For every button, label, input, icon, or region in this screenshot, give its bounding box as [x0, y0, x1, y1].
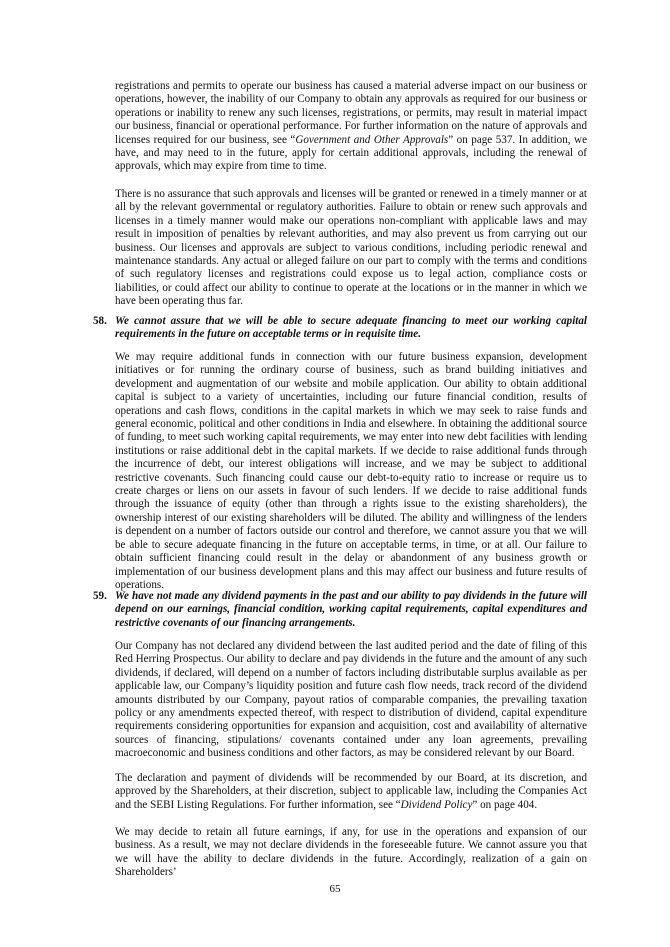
risk-factor-59-body-1 — [115, 640, 587, 761]
risk-factor-59-body-2 — [115, 772, 587, 812]
risk-factor-59-heading — [93, 590, 587, 630]
risk-number: 58. — [93, 315, 107, 327]
risk-heading-text: We have not made any dividend payments in the past and our ability to pay dividends in the future will depend on our earnings, financial condition, working capital requirements, capital expenditures and restrictive covenants of our financing arrangements. — [115, 590, 587, 629]
cross-reference-government-approvals: Government and Other Approvals — [295, 133, 449, 146]
paragraph-text: Our Company has not declared any dividend between the last audited period and the date of filing of this Red Herring Prospectus. Our ability to declare and pay dividends in the future and the amount of any such dividends, if declared, will depend on a number of factors including distributable surplus available as per applicable law, our Company’s liquidity position and future cash flow needs, track record of the dividend amounts distributed by our Company, payout ratios of comparable companies, the prevailing taxation policy or any amendments expected thereof, with respect to distribution of dividend, capital expenditure requirements considering opportunities for expansion and acquisition, cost and availability of alternative sources of financing, stipulations/ covenants contained under any loan agreements, prevailing macroeconomic and business conditions and other factors, as may be considered relevant by our Board. — [115, 640, 587, 760]
paragraph-text: The declaration and payment of dividends will be recommended by our Board, at its discretion, and approved by the Shareholders, at their discretion, subject to applicable law, including the Companies Act and the SEBI Listing Regulations. For further information, see “ — [115, 772, 587, 811]
cross-reference-dividend-policy: Dividend Policy — [400, 798, 473, 811]
risk-number: 59. — [93, 590, 107, 602]
paragraph-text: We may decide to retain all future earnings, if any, for use in the operations and expansion of our business. As a result, we may not declare dividends in the foreseeable future. We cannot assure you that we will have the ability to declare dividends in the future. Accordingly, realization of a gain on Shareholders’ — [115, 826, 587, 879]
risk-heading-text: We cannot assure that we will be able to secure adequate financing to meet our working capital requirements in the future on acceptable terms or in requisite time. — [115, 315, 587, 341]
paragraph-approvals-assurance — [115, 188, 587, 309]
paragraph-text: ” on page 404. — [472, 798, 538, 811]
paragraph-text: We may require additional funds in connection with our future business expansion, development initiatives or for running the ordinary course of business, such as brand building initiatives and development and augmentation of our website and mobile application. Our ability to obtain additional capital is subject to a variety of uncertainties, including our future financial condition, results of operations and cash flows, conditions in the capital markets in which we may seek to raise funds and general economic, political and other conditions in India and elsewhere. In obtaining the additional source of funding, to meet such working capital requirements, we may enter into new debt facilities with lending institutions or raise additional debt in the capital markets. If we decide to raise additional funds through the incurrence of debt, our interest obligations will increase, and we may be subject to additional restrictive covenants. Such financing could cause our debt-to-equity ratio to increase or require us to create charges or liens on our assets in favour of such lenders. If we decide to raise additional funds through the issuance of equity (other than through a rights issue to the existing shareholders), the ownership interest of our existing shareholders will be diluted. The ability and willingness of the lenders is dependent on a number of factors outside our control and therefore, we cannot assure you that we will be able to secure adequate financing in the future on acceptable terms, in time, or at all. Our failure to obtain sufficient financing could result in the delay or abandonment of any business growth or implementation of our business development plans and this may affect our business and future results of operations. — [115, 351, 587, 591]
page-number: 65 — [329, 883, 341, 895]
risk-factor-59-body-3 — [115, 826, 587, 880]
paragraph-text: ” on page 537. In addition, we have, and may need to in the future, apply for certain additional approvals, including the renewal of approvals, which may expire from time to time. — [115, 133, 587, 173]
risk-factor-58-body — [115, 351, 587, 592]
paragraph-text: There is no assurance that such approvals and licenses will be granted or renewed in a timely manner or at all by the relevant governmental or regulatory authorities. Failure to obtain or renew such approvals and licenses in a timely manner would make our operations non-compliant with applicable laws and may result in imposition of penalties by relevant authorities, and may also prevent us from carrying out our business. Our licenses and approvals are subject to various conditions, including periodic renewal and maintenance standards. Any actual or alleged failure on our part to comply with the terms and conditions of such regulatory licenses and registrations could expose us to legal action, compliance costs or liabilities, or could affect our ability to continue to operate at the locations or in the manner in which we have been operating thus far. — [115, 188, 587, 308]
paragraph-approvals-continued — [115, 80, 587, 174]
risk-factor-58-heading — [93, 315, 587, 342]
paragraph-text: registrations and permits to operate our business has caused a material adverse impact on our business or operations, however, the inability of our Company to obtain any approvals as required for our business or operations or inability to renew any such licenses, registrations, or permits, may result in material impact our business, financial or operational performance. For further information on the nature of approvals and licenses required for our business, see “ — [115, 80, 587, 146]
